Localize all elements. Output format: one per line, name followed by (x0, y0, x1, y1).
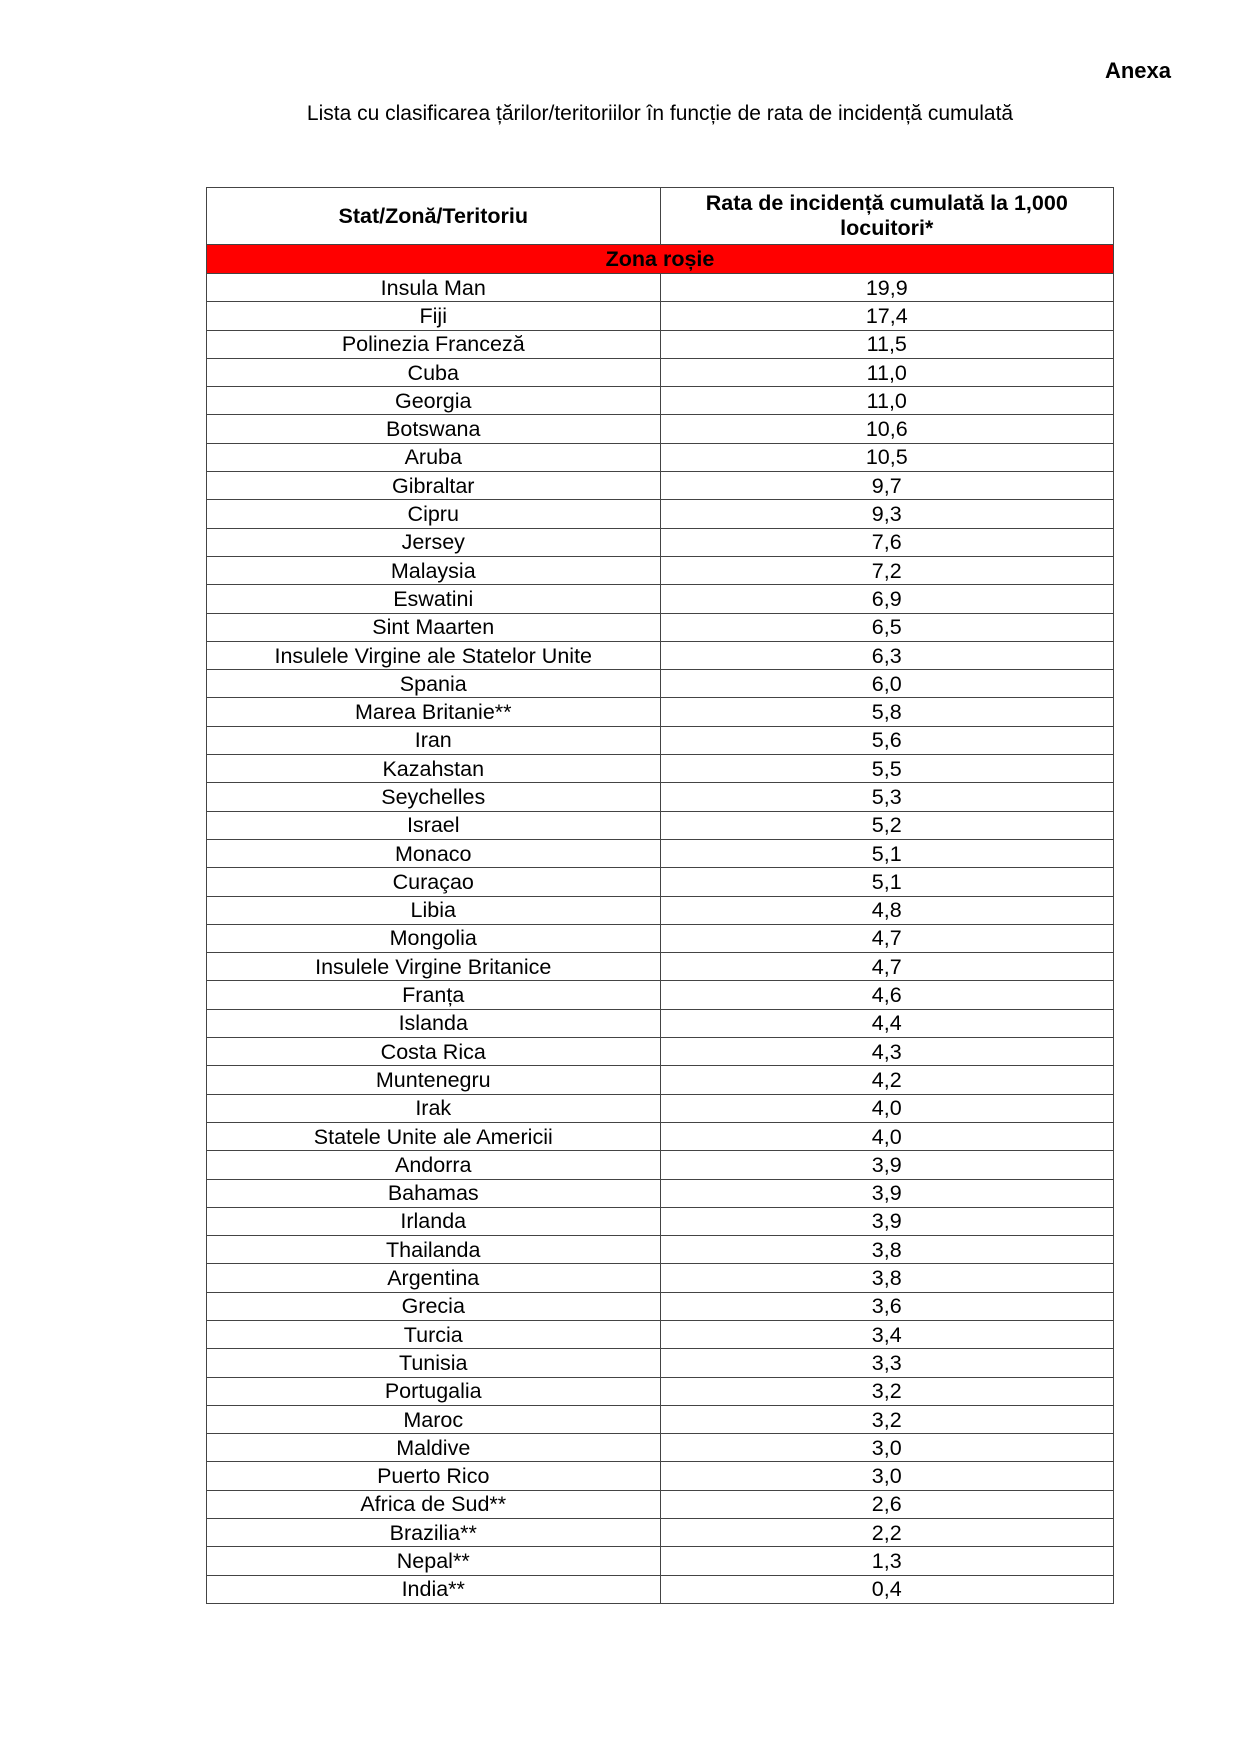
rate-cell: 11,0 (660, 387, 1114, 415)
country-cell: Irlanda (207, 1207, 661, 1235)
table-row (207, 1575, 1114, 1603)
header-country: Stat/Zonă/Teritoriu (207, 188, 661, 245)
table-row (207, 1207, 1114, 1235)
country-cell: Puerto Rico (207, 1462, 661, 1490)
country-cell: Monaco (207, 839, 661, 867)
country-cell: Islanda (207, 1009, 661, 1037)
country-cell: Gibraltar (207, 472, 661, 500)
rate-cell: 5,5 (660, 755, 1114, 783)
country-cell: Costa Rica (207, 1038, 661, 1066)
table-row (207, 472, 1114, 500)
country-cell: Kazahstan (207, 755, 661, 783)
table-row (207, 1349, 1114, 1377)
country-cell: Fiji (207, 302, 661, 330)
rate-cell: 11,5 (660, 330, 1114, 358)
country-cell: Aruba (207, 443, 661, 471)
table-row (207, 330, 1114, 358)
country-cell: Iran (207, 726, 661, 754)
country-cell: Sint Maarten (207, 613, 661, 641)
table-row (207, 755, 1114, 783)
country-cell: Franța (207, 981, 661, 1009)
rate-cell: 3,3 (660, 1349, 1114, 1377)
table-row (207, 811, 1114, 839)
table-row (207, 1320, 1114, 1348)
country-cell: Maroc (207, 1405, 661, 1433)
rate-cell: 1,3 (660, 1547, 1114, 1575)
country-cell: Bahamas (207, 1179, 661, 1207)
table-row (207, 698, 1114, 726)
table-row (207, 556, 1114, 584)
country-cell: Jersey (207, 528, 661, 556)
rate-cell: 3,2 (660, 1377, 1114, 1405)
rate-cell: 19,9 (660, 274, 1114, 302)
table-row (207, 613, 1114, 641)
rate-cell: 4,0 (660, 1122, 1114, 1150)
country-cell: Polinezia Franceză (207, 330, 661, 358)
table-row (207, 302, 1114, 330)
country-cell: Israel (207, 811, 661, 839)
country-cell: Thailanda (207, 1236, 661, 1264)
table-row (207, 981, 1114, 1009)
table-row (207, 1462, 1114, 1490)
rate-cell: 6,9 (660, 585, 1114, 613)
rate-cell: 4,4 (660, 1009, 1114, 1037)
rate-cell: 4,8 (660, 896, 1114, 924)
table-row (207, 1434, 1114, 1462)
table-row (207, 500, 1114, 528)
table-row (207, 1151, 1114, 1179)
table-row (207, 1122, 1114, 1150)
country-cell: Curaçao (207, 868, 661, 896)
rate-cell: 5,1 (660, 839, 1114, 867)
country-cell: Turcia (207, 1320, 661, 1348)
table-row (207, 415, 1114, 443)
rate-cell: 3,2 (660, 1405, 1114, 1433)
rate-cell: 11,0 (660, 358, 1114, 386)
table-row (207, 1377, 1114, 1405)
table-row (207, 641, 1114, 669)
rate-cell: 5,1 (660, 868, 1114, 896)
rate-cell: 7,6 (660, 528, 1114, 556)
rate-cell: 3,0 (660, 1462, 1114, 1490)
table-row (207, 868, 1114, 896)
country-cell: India** (207, 1575, 661, 1603)
rate-cell: 3,4 (660, 1320, 1114, 1348)
country-cell: Cipru (207, 500, 661, 528)
country-cell: Spania (207, 670, 661, 698)
table-row (207, 1405, 1114, 1433)
table-row (207, 1547, 1114, 1575)
country-cell: Insula Man (207, 274, 661, 302)
rate-cell: 6,5 (660, 613, 1114, 641)
country-cell: Georgia (207, 387, 661, 415)
country-cell: Andorra (207, 1151, 661, 1179)
country-cell: Mongolia (207, 924, 661, 952)
country-cell: Tunisia (207, 1349, 661, 1377)
rate-cell: 17,4 (660, 302, 1114, 330)
country-cell: Malaysia (207, 556, 661, 584)
rate-cell: 4,0 (660, 1094, 1114, 1122)
country-cell: Portugalia (207, 1377, 661, 1405)
annex-label: Anexa (1104, 58, 1171, 83)
rate-cell: 5,3 (660, 783, 1114, 811)
rate-cell: 3,9 (660, 1179, 1114, 1207)
rate-cell: 3,9 (660, 1207, 1114, 1235)
country-cell: Libia (207, 896, 661, 924)
rate-cell: 7,2 (660, 556, 1114, 584)
country-cell: Botswana (207, 415, 661, 443)
table-row (207, 443, 1114, 471)
rate-cell: 4,6 (660, 981, 1114, 1009)
country-cell: Maldive (207, 1434, 661, 1462)
rate-cell: 3,6 (660, 1292, 1114, 1320)
table-row (207, 670, 1114, 698)
rate-cell: 3,0 (660, 1434, 1114, 1462)
table-row (207, 783, 1114, 811)
rate-cell: 4,2 (660, 1066, 1114, 1094)
table-row (207, 1264, 1114, 1292)
rate-cell: 5,8 (660, 698, 1114, 726)
country-cell: Muntenegru (207, 1066, 661, 1094)
rate-cell: 10,5 (660, 443, 1114, 471)
rate-cell: 4,7 (660, 953, 1114, 981)
table-row (207, 1094, 1114, 1122)
rate-cell: 5,2 (660, 811, 1114, 839)
rate-cell: 4,7 (660, 924, 1114, 952)
country-cell: Eswatini (207, 585, 661, 613)
rate-cell: 3,8 (660, 1236, 1114, 1264)
rate-cell: 3,8 (660, 1264, 1114, 1292)
table-row (207, 1490, 1114, 1518)
rate-cell: 9,3 (660, 500, 1114, 528)
country-cell: Insulele Virgine ale Statelor Unite (207, 641, 661, 669)
table-row (207, 726, 1114, 754)
table-row (207, 1009, 1114, 1037)
rate-cell: 3,9 (660, 1151, 1114, 1179)
table-row (207, 1038, 1114, 1066)
rate-cell: 2,6 (660, 1490, 1114, 1518)
document-subtitle: Lista cu clasificarea țărilor/teritoriilor în funcție de rata de incidență cumulată (306, 102, 1014, 125)
country-cell: Cuba (207, 358, 661, 386)
table-row (207, 839, 1114, 867)
zone-label: Zona roșie (207, 245, 1114, 274)
table-row (207, 953, 1114, 981)
table-row (207, 896, 1114, 924)
rate-cell: 2,2 (660, 1519, 1114, 1547)
table-row (207, 528, 1114, 556)
table-row (207, 1292, 1114, 1320)
incidence-table (206, 187, 1114, 1604)
table-row (207, 274, 1114, 302)
table-row (207, 358, 1114, 386)
country-cell: Brazilia** (207, 1519, 661, 1547)
table-row (207, 1236, 1114, 1264)
table-row (207, 1519, 1114, 1547)
rate-cell: 10,6 (660, 415, 1114, 443)
country-cell: Nepal** (207, 1547, 661, 1575)
header-rate: Rata de incidență cumulată la 1,000 locuitori* (660, 188, 1114, 245)
zone-row (207, 245, 1114, 274)
country-cell: Marea Britanie** (207, 698, 661, 726)
table-row (207, 1066, 1114, 1094)
country-cell: Africa de Sud** (207, 1490, 661, 1518)
rate-cell: 0,4 (660, 1575, 1114, 1603)
rate-cell: 4,3 (660, 1038, 1114, 1066)
rate-cell: 6,3 (660, 641, 1114, 669)
country-cell: Argentina (207, 1264, 661, 1292)
rate-cell: 9,7 (660, 472, 1114, 500)
table-row (207, 924, 1114, 952)
table-row (207, 585, 1114, 613)
table-row (207, 1179, 1114, 1207)
country-cell: Grecia (207, 1292, 661, 1320)
rate-cell: 5,6 (660, 726, 1114, 754)
country-cell: Seychelles (207, 783, 661, 811)
country-cell: Insulele Virgine Britanice (207, 953, 661, 981)
country-cell: Irak (207, 1094, 661, 1122)
country-cell: Statele Unite ale Americii (207, 1122, 661, 1150)
rate-cell: 6,0 (660, 670, 1114, 698)
table-header-row (207, 188, 1114, 245)
table-row (207, 387, 1114, 415)
